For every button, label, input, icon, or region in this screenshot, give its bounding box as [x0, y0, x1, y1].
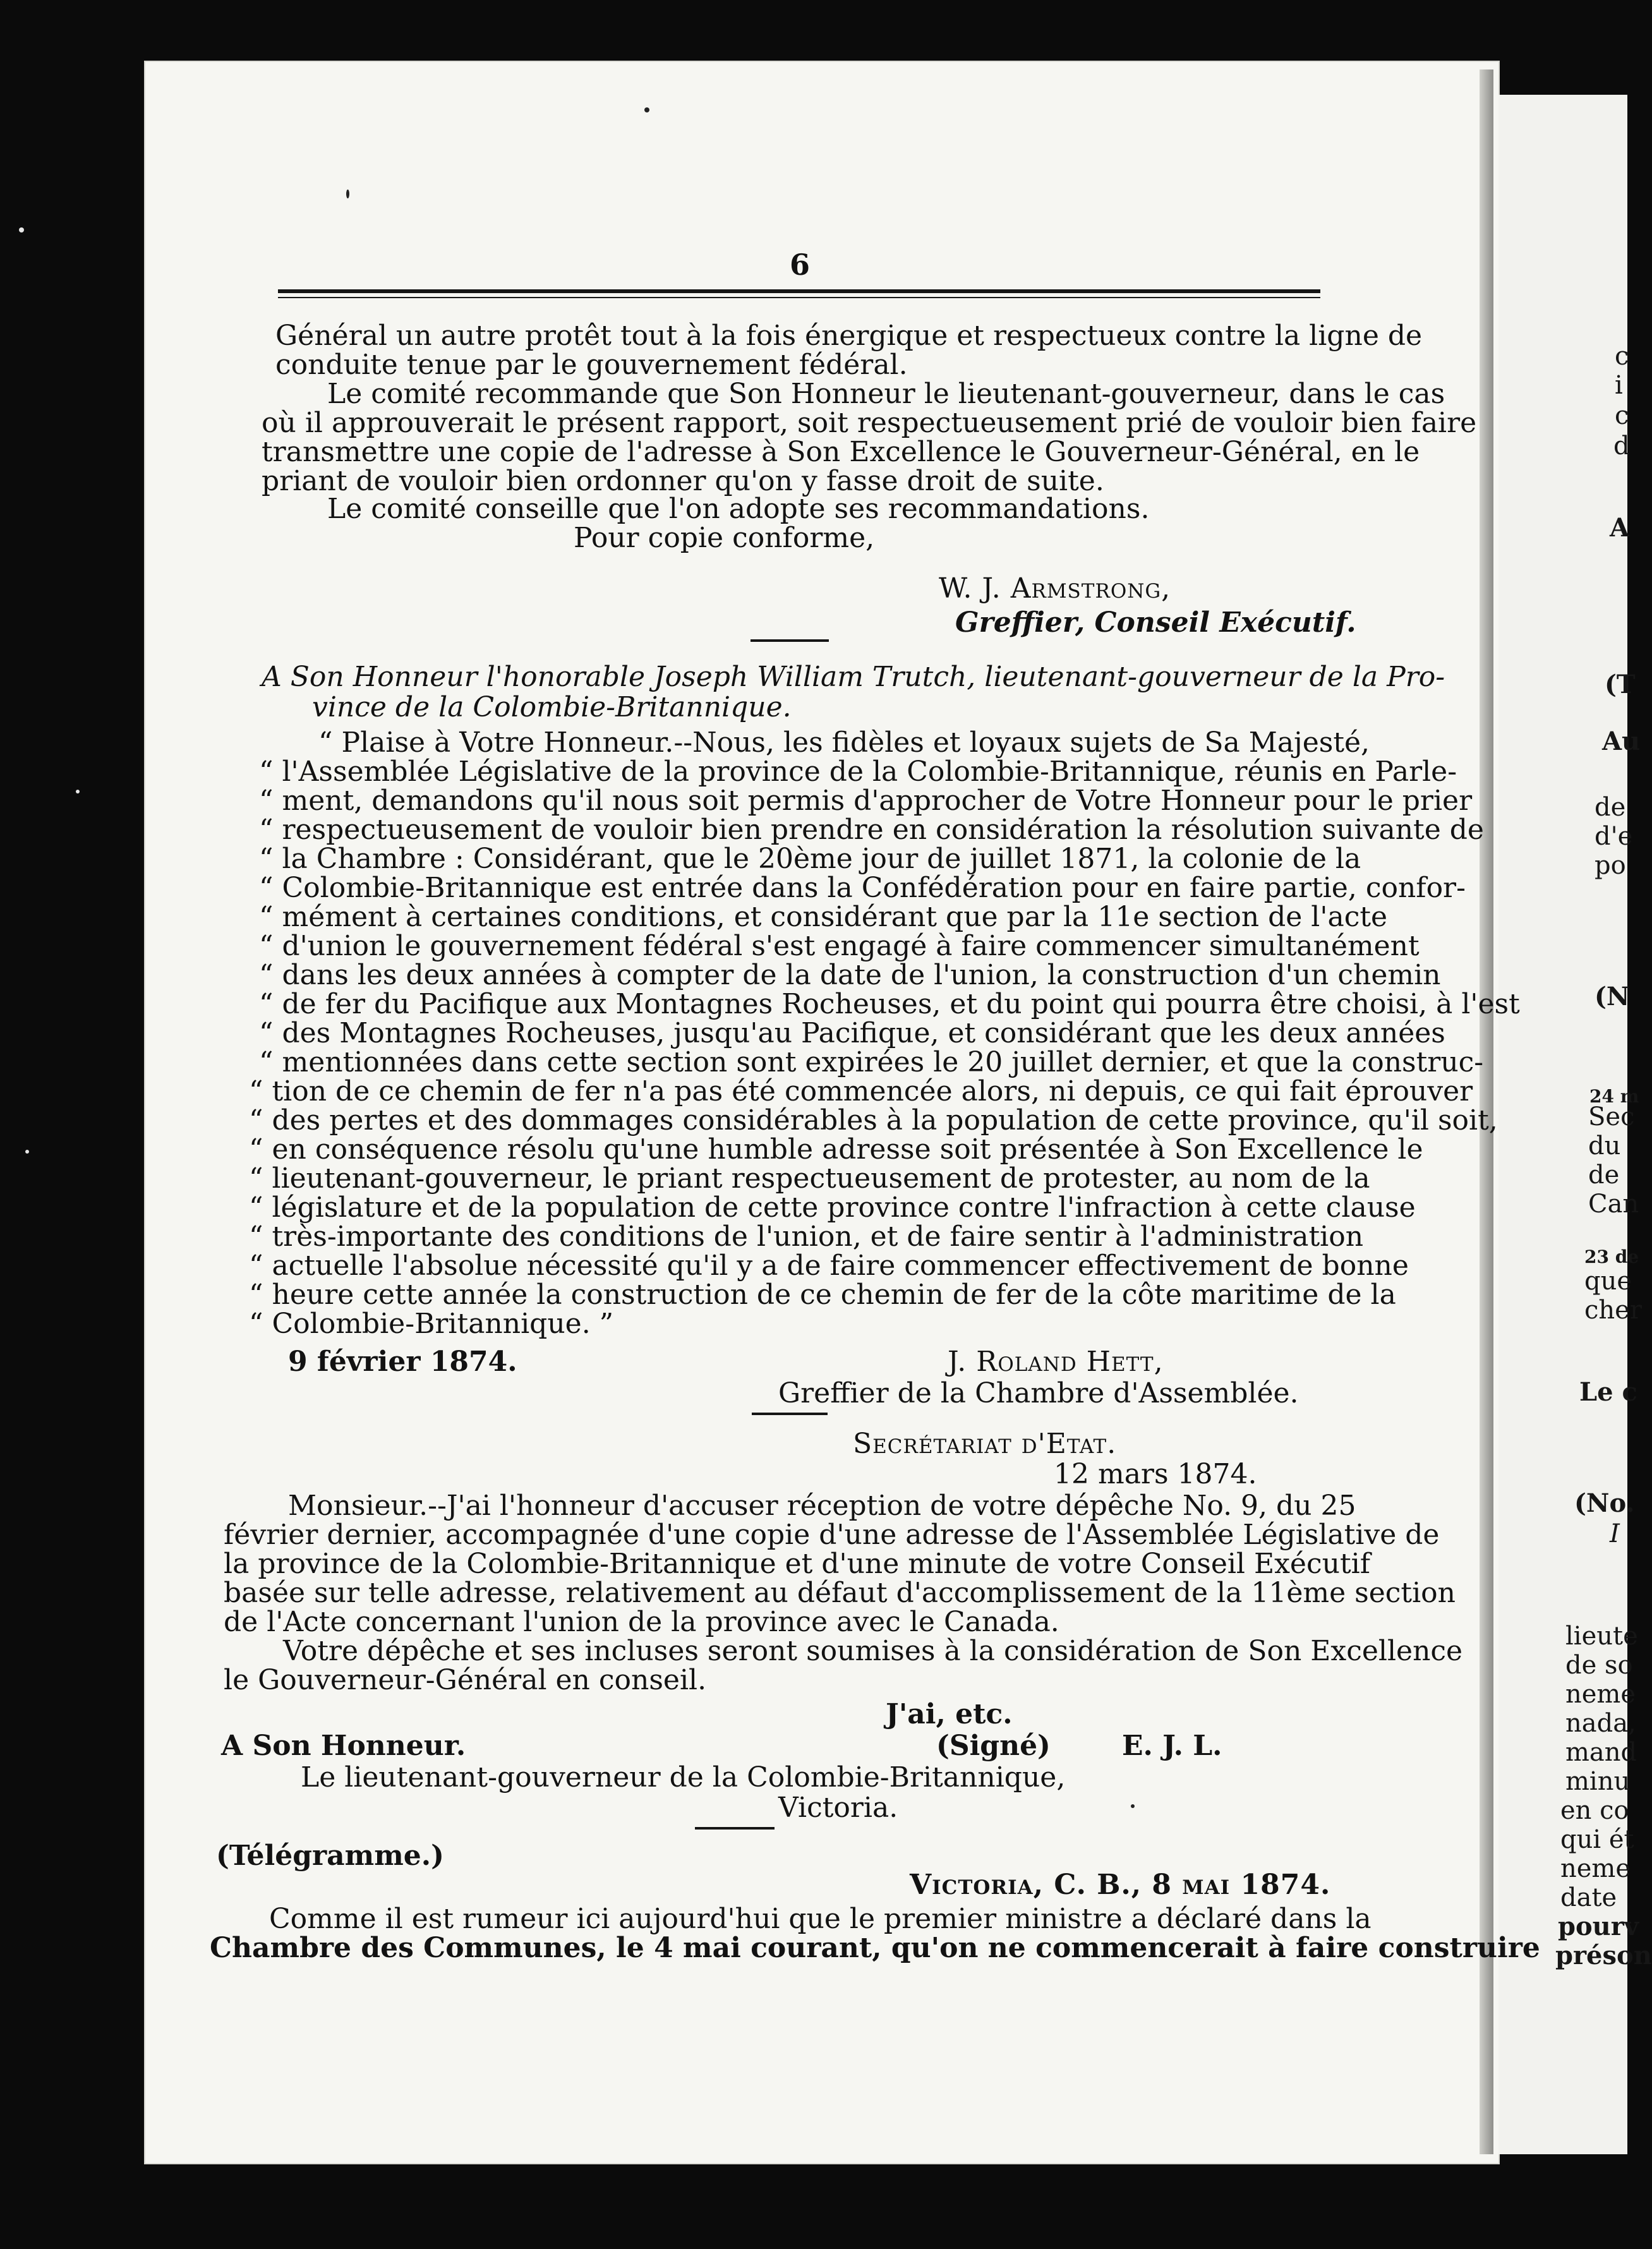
- body-line: Général un autre protêt tout à la fois énergique et respectueux contre la ligne de: [275, 320, 1423, 352]
- header-rule-top: [278, 289, 1320, 293]
- initials: E. J. L.: [1122, 1730, 1222, 1762]
- signature-name: W. J. Armstrong,: [939, 572, 1171, 605]
- next-page-fragment: c: [1615, 401, 1629, 430]
- salutation: A Son Honneur.: [221, 1730, 466, 1762]
- next-page-fragment: neme: [1560, 1854, 1631, 1883]
- next-page-fragment: qui ét: [1560, 1825, 1634, 1854]
- recipient-city: Victoria.: [778, 1792, 898, 1824]
- telegram-place-date: Victoria, C. B., 8 mai 1874.: [910, 1869, 1331, 1901]
- next-page-fragment: i: [1615, 371, 1623, 400]
- address-line: “ très-importante des conditions de l'union, et de faire sentir à l'administration: [249, 1221, 1364, 1253]
- address-line: “ lieutenant-gouverneur, le priant respectueusement de protester, au nom de la: [249, 1162, 1370, 1195]
- letter-line: Votre dépêche et ses incluses seront soumises à la considération de Son Excellence: [283, 1635, 1463, 1667]
- scan-speck: [346, 190, 349, 198]
- next-page-fragment: Au: [1602, 727, 1641, 756]
- address-line: “ tion de ce chemin de fer n'a pas été commencée alors, ni depuis, ce qui fait éprouver: [249, 1075, 1473, 1107]
- next-page-fragment: neme: [1565, 1680, 1636, 1709]
- next-page-fragment: Le c: [1579, 1377, 1637, 1407]
- closing: J'ai, etc.: [886, 1698, 1013, 1730]
- address-line: “ mentionnées dans cette section sont expirées le 20 juillet dernier, et que la construc-: [259, 1046, 1484, 1078]
- next-page-fragment: lieute: [1565, 1622, 1638, 1651]
- address-line: “ législature et de la population de cette province contre l'infraction à cette clause: [249, 1191, 1416, 1224]
- recipient: Le lieutenant-gouverneur de la Colombie-Britannique,: [301, 1761, 1066, 1794]
- letter-line: Monsieur.--J'ai l'honneur d'accuser réception de votre dépêche No. 9, du 25: [288, 1490, 1356, 1522]
- letter-line: basée sur telle adresse, relativement au défaut d'accomplissement de la 11ème section: [224, 1577, 1456, 1609]
- next-page-fragment: date: [1560, 1883, 1617, 1912]
- next-page-fragment: minu: [1565, 1767, 1631, 1796]
- body-line: où il approuverait le présent rapport, soit respectueusement prié de vouloir bien faire: [262, 407, 1477, 439]
- signed-label: (Signé): [936, 1730, 1051, 1762]
- secretariat-heading: Secrétariat d'Etat.: [853, 1428, 1117, 1460]
- body-line: transmettre une copie de l'adresse à Son Excellence le Gouverneur-Général, en le: [262, 436, 1420, 468]
- section-separator: [695, 1827, 775, 1830]
- body-line: priant de vouloir bien ordonner qu'on y fasse droit de suite.: [262, 465, 1104, 497]
- scan-speck: [1131, 1804, 1135, 1808]
- scan-artifact: [76, 790, 80, 793]
- address-line: “ heure cette année la construction de ce chemin de fer de la côte maritime de la: [249, 1279, 1396, 1311]
- signature-title: Greffier de la Chambre d'Assemblée.: [778, 1377, 1299, 1409]
- section-separator: [751, 639, 829, 642]
- address-line: “ des Montagnes Rocheuses, jusqu'au Pacifique, et considérant que les deux années: [259, 1017, 1445, 1049]
- next-page-fragment: d: [1613, 431, 1630, 461]
- telegram-line: Comme il est rumeur ici aujourd'hui que le premier ministre a déclaré dans la: [269, 1903, 1372, 1935]
- next-page-fragment: c: [1615, 342, 1629, 371]
- next-page-fragment: mand: [1565, 1738, 1637, 1767]
- signature-name: J. Roland Hett,: [948, 1346, 1164, 1378]
- address-line: “ actuelle l'absolue nécessité qu'il y a de faire commencer effectivement de bonne: [249, 1250, 1409, 1282]
- next-page-fragment: de: [1595, 793, 1626, 822]
- body-line: conduite tenue par le gouvernement fédéral.: [275, 349, 908, 381]
- address-line: “ l'Assemblée Législative de la province de la Colombie-Britannique, réunis en Parle-: [259, 756, 1457, 788]
- next-page-fragment: I: [1610, 1519, 1620, 1548]
- address-line: “ de fer du Pacifique aux Montagnes Rocheuses, et du point qui pourra être choisi, à l'est: [259, 988, 1520, 1020]
- next-page-fragment: 23 de: [1584, 1246, 1639, 1267]
- next-page-fragment: d'e: [1595, 822, 1633, 851]
- next-page-fragment: (N: [1595, 982, 1630, 1011]
- telegram-line: Chambre des Communes, le 4 mai courant, qu'on ne commencerait à faire construire: [210, 1932, 1540, 1964]
- next-page-fragment: nada,: [1565, 1709, 1636, 1738]
- address-heading: A Son Honneur l'honorable Joseph William Trutch, lieutenant-gouverneur de la Pro-: [262, 661, 1445, 693]
- next-page-fragment: cher: [1584, 1296, 1642, 1325]
- address-line: “ ment, demandons qu'il nous soit permis d'approcher de Votre Honneur pour le prier: [259, 785, 1473, 817]
- next-page-fragment: Sec: [1588, 1102, 1635, 1131]
- letter-line: de l'Acte concernant l'union de la province avec le Canada.: [224, 1606, 1059, 1638]
- address-line: “ mément à certaines conditions, et considérant que par la 11e section de l'acte: [259, 901, 1388, 933]
- address-line: “ en conséquence résolu qu'une humble adresse soit présentée à Son Excellence le: [249, 1133, 1423, 1166]
- next-page-fragment: (No.: [1574, 1488, 1635, 1518]
- next-page-fragment: que: [1584, 1267, 1632, 1296]
- address-line: “ Plaise à Votre Honneur.--Nous, les fidèles et loyaux sujets de Sa Majesté,: [318, 727, 1370, 759]
- next-page-fragment: de so: [1565, 1651, 1633, 1680]
- body-line: Le comité recommande que Son Honneur le lieutenant-gouverneur, dans le cas: [327, 378, 1445, 410]
- letter-line: février dernier, accompagnée d'une copie d'une adresse de l'Assemblée Législative de: [224, 1519, 1440, 1551]
- body-line: Le comité conseille que l'on adopte ses recommandations.: [327, 493, 1150, 525]
- scan-artifact: [25, 1150, 29, 1154]
- address-line: “ Colombie-Britannique est entrée dans la Confédération pour en faire partie, confor-: [259, 872, 1466, 904]
- next-page-fragment: pourv: [1558, 1912, 1639, 1941]
- next-page-fragment: 24 m: [1589, 1086, 1639, 1107]
- body-line: Pour copie conforme,: [574, 522, 875, 554]
- section-separator: [752, 1413, 828, 1415]
- next-page-fragment: po: [1595, 851, 1626, 880]
- telegram-label: (Télégramme.): [216, 1840, 444, 1872]
- date: 9 février 1874.: [288, 1346, 517, 1378]
- page-number: 6: [790, 248, 811, 282]
- next-page-fragment: de: [1588, 1161, 1620, 1190]
- letter-line: la province de la Colombie-Britannique et d'une minute de votre Conseil Exécutif: [224, 1548, 1370, 1580]
- next-page-fragment: en co: [1560, 1796, 1629, 1825]
- next-page-fragment: du: [1588, 1131, 1621, 1161]
- scan-artifact: [19, 227, 24, 232]
- address-line: “ Colombie-Britannique. ”: [249, 1308, 614, 1340]
- signature-title: Greffier, Conseil Exécutif.: [955, 606, 1356, 639]
- next-page-fragment: Can: [1588, 1190, 1639, 1219]
- next-page-fragment: A: [1610, 513, 1630, 543]
- address-line: “ dans les deux années à compter de la date de l'union, la construction d'un chemin: [259, 959, 1441, 991]
- address-line: “ d'union le gouvernement fédéral s'est engagé à faire commencer simultanément: [259, 930, 1420, 962]
- header-rule-bottom: [278, 297, 1320, 298]
- letter-date: 12 mars 1874.: [1054, 1458, 1257, 1490]
- scan-speck: [644, 107, 649, 112]
- next-page-fragment: préson: [1555, 1941, 1652, 1970]
- next-page-fragment: (T: [1605, 670, 1636, 699]
- address-line: “ respectueusement de vouloir bien prendre en considération la résolution suivante de: [259, 814, 1484, 846]
- address-line: “ la Chambre : Considérant, que le 20ème jour de juillet 1871, la colonie de la: [259, 843, 1361, 875]
- address-heading: vince de la Colombie-Britannique.: [312, 691, 792, 723]
- letter-line: le Gouverneur-Général en conseil.: [224, 1664, 707, 1696]
- address-line: “ des pertes et des dommages considérables à la population de cette province, qu'il soit,: [249, 1104, 1498, 1137]
